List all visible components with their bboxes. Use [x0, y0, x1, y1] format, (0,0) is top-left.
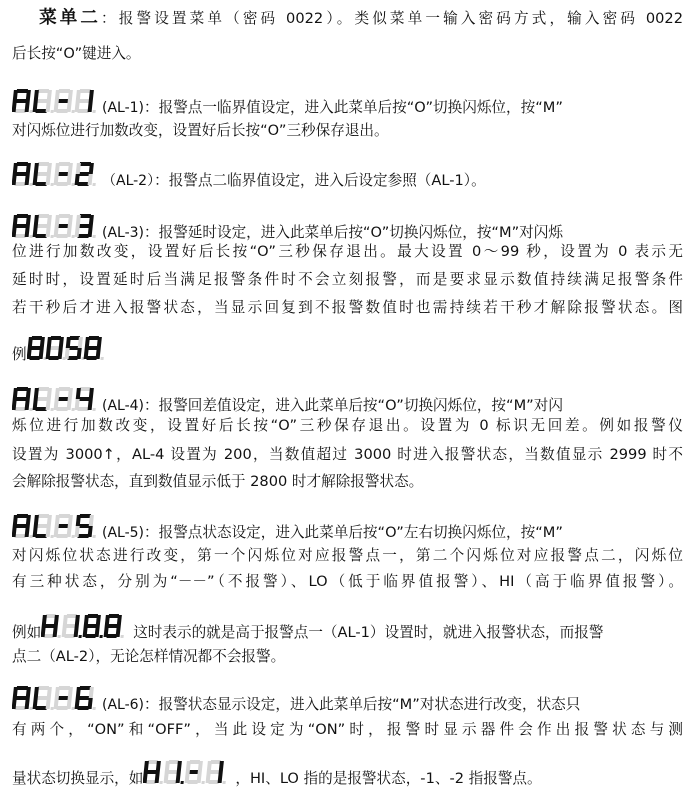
al6-line-2: 有两个，“ON”和“OFF”，当此设定为“ON”时，报警时显示器件会作出报警状态与测: [12, 721, 683, 738]
segment-a: [38, 162, 49, 166]
seg-display-al6-example: [143, 758, 233, 786]
seg-display-al1: [12, 87, 100, 115]
decimal-point: [29, 183, 32, 186]
segment-d: [56, 182, 67, 186]
segment-a: [38, 686, 49, 690]
segment-d: [48, 356, 58, 360]
digit-1: [32, 162, 56, 186]
digit-0: [12, 89, 35, 113]
decimal-point: [92, 183, 95, 186]
segment-a: [80, 89, 91, 93]
segment-g: [58, 397, 69, 401]
segment-a: [59, 387, 70, 391]
segment-d: [77, 109, 88, 113]
segment-a: [69, 336, 79, 340]
segment-g: [37, 172, 48, 176]
segment-a: [148, 760, 158, 764]
al2-text-1: ：报警点二临界值设定，进入后设定参照（AL-1）。: [154, 172, 486, 189]
digit-1: [32, 89, 56, 113]
digit-2: [53, 89, 77, 113]
segment-d: [77, 182, 88, 186]
segment-d: [35, 234, 46, 238]
al3-code: (AL-3): [102, 225, 145, 241]
digit-0: [12, 162, 35, 186]
al5-display: [12, 512, 100, 540]
seg-display-al5-example: [41, 612, 131, 640]
segment-a: [211, 760, 221, 764]
segment-d: [107, 634, 117, 638]
decimal-point: [50, 183, 53, 186]
decimal-point: [29, 535, 32, 538]
digit-2: [53, 514, 77, 538]
segment-d: [86, 356, 96, 360]
segment-g: [45, 624, 55, 628]
decimal-point: [71, 408, 74, 411]
decimal-point: [58, 635, 61, 638]
segment-d: [56, 534, 67, 538]
segment-d: [14, 109, 25, 113]
al6-line-1: [12, 684, 581, 713]
segment-d: [35, 407, 46, 411]
al4-line-1: [12, 385, 563, 414]
segment-g: [66, 624, 76, 628]
seg-display-al2: [12, 160, 100, 188]
al1-text-1: ：报警点一临界值设定，进入此菜单后按“O”切换闪烁位，按“M”: [144, 99, 563, 116]
segment-g: [37, 696, 48, 700]
segment-g: [37, 224, 48, 228]
al5-example-display: [41, 612, 131, 640]
segment-g: [16, 224, 27, 228]
decimal-point: [50, 408, 53, 411]
decimal-point: [92, 408, 95, 411]
segment-a: [38, 89, 49, 93]
segment-d: [77, 407, 88, 411]
seg-display-al4: [12, 385, 100, 413]
segment-a: [67, 614, 77, 618]
al1-code: (AL-1): [102, 100, 145, 116]
decimal-point: [121, 635, 124, 638]
decimal-point: [202, 781, 205, 784]
decimal-point: [79, 635, 82, 638]
decimal-point: [181, 781, 184, 784]
digit-2: [64, 336, 87, 360]
segment-d: [29, 356, 39, 360]
menu-title: 菜单二: [36, 8, 102, 28]
segment-a: [17, 686, 28, 690]
segment-a: [38, 387, 49, 391]
al6-example-display: [143, 758, 233, 786]
segment-g: [79, 397, 90, 401]
digit-1: [32, 514, 56, 538]
segment-a: [80, 162, 91, 166]
segment-a: [17, 387, 28, 391]
segment-a: [17, 214, 28, 218]
digit-2: [83, 614, 106, 638]
segment-d: [188, 780, 198, 784]
digit-3: [74, 214, 98, 238]
decimal-point: [50, 535, 53, 538]
segment-a: [38, 214, 49, 218]
seg-display-al6: [12, 684, 100, 712]
segment-d: [56, 407, 67, 411]
al3-line-1: [12, 212, 563, 241]
segment-d: [77, 534, 88, 538]
digit-2: [53, 162, 77, 186]
al5-line-4: [12, 612, 604, 641]
segment-d: [14, 534, 25, 538]
al5-line-1: [12, 512, 563, 541]
segment-g: [79, 524, 90, 528]
segment-a: [59, 214, 70, 218]
digit-2: [53, 686, 77, 710]
segment-g: [58, 99, 69, 103]
decimal-point: [71, 110, 74, 113]
digit-3: [74, 89, 98, 113]
segment-g: [37, 524, 48, 528]
segment-d: [209, 780, 219, 784]
decimal-point: [29, 235, 32, 238]
segment-g: [16, 172, 27, 176]
al3-example-display: [27, 334, 109, 362]
decimal-point: [100, 635, 103, 638]
decimal-point: [29, 110, 32, 113]
digit-1: [164, 760, 187, 784]
al3-display: [12, 212, 100, 240]
al3-line-4: 若干秒后才进入报警状态，当显示回复到不报警数值时也需持续若干秒才解除报警状态。图: [12, 299, 683, 316]
decimal-point: [160, 781, 163, 784]
segment-d: [56, 706, 67, 710]
segment-d: [56, 234, 67, 238]
digit-1: [45, 336, 68, 360]
al3-text-1: ：报警延时设定，进入此菜单后按“O”切换闪烁位，按“M”对闪烁: [144, 224, 563, 241]
segment-a: [50, 336, 60, 340]
al1-display: [12, 87, 100, 115]
segment-a: [109, 614, 119, 618]
segment-a: [59, 89, 70, 93]
digit-3: [74, 387, 98, 411]
segment-g: [16, 524, 27, 528]
segment-d: [14, 706, 25, 710]
digit-0: [12, 686, 35, 710]
seg-display-al3-example: [27, 334, 109, 362]
digit-0: [12, 387, 35, 411]
segment-d: [77, 706, 88, 710]
al5-code: (AL-5): [102, 525, 145, 541]
segment-g: [79, 99, 90, 103]
digit-0: [41, 614, 63, 638]
al5-text-1: ：报警点状态设定，进入此菜单后按“O”左右切换闪烁位，按“M”: [144, 524, 563, 541]
al4-code: (AL-4): [102, 398, 145, 414]
segment-a: [59, 162, 70, 166]
al3-line-5: [12, 334, 111, 363]
digit-3: [74, 514, 98, 538]
al2-line-1: [12, 160, 486, 189]
al5-text-4: 这时表示的就是高于报警点一（AL-1）设置时，就进入报警状态，而报警: [133, 624, 604, 641]
segment-d: [65, 634, 75, 638]
segment-g: [87, 624, 97, 628]
digit-3: [206, 760, 229, 784]
segment-g: [37, 397, 48, 401]
segment-d: [35, 109, 46, 113]
al5-line-3: 有三种状态，分别为“－－”（不报警）、LO（低于临界值报警）、HI（高于临界值报警）。: [12, 573, 683, 590]
al4-text-1: ：报警回差值设定，进入此菜单后按“O”切换闪烁位，按“M”对闪: [144, 397, 563, 414]
intro-line-2: 后长按“O”键进入。: [12, 45, 141, 62]
segment-g: [58, 224, 69, 228]
decimal-point: [100, 357, 103, 360]
segment-g: [79, 224, 90, 228]
segment-g: [49, 346, 59, 350]
digit-0: [27, 336, 49, 360]
al4-line-2: 烁位进行加数改变，设置好后长按“O”三秒保存退出。设置为 0 标识无回差。例如报警仪: [12, 417, 683, 434]
segment-a: [31, 336, 41, 340]
al5-line-2: 对闪烁位状态进行改变，第一个闪烁位对应报警点一，第二个闪烁位对应报警点二，闪烁位: [12, 547, 683, 564]
decimal-point: [92, 110, 95, 113]
segment-g: [16, 99, 27, 103]
decimal-point: [50, 707, 53, 710]
digit-0: [12, 514, 35, 538]
segment-d: [35, 706, 46, 710]
segment-a: [169, 760, 179, 764]
segment-d: [14, 182, 25, 186]
al6-text-1: ：报警状态显示设定，进入此菜单后按“M”对状态进行改变，状态只: [144, 696, 581, 713]
segment-g: [16, 397, 27, 401]
segment-d: [56, 109, 67, 113]
segment-g: [37, 99, 48, 103]
digit-1: [32, 214, 56, 238]
segment-g: [210, 770, 220, 774]
al5-example-label: 例如: [12, 624, 42, 641]
digit-3: [74, 686, 98, 710]
digit-2: [53, 214, 77, 238]
segment-g: [30, 346, 40, 350]
digit-0: [143, 760, 165, 784]
segment-a: [80, 387, 91, 391]
decimal-point: [29, 707, 32, 710]
digit-0: [12, 214, 35, 238]
segment-g: [58, 524, 69, 528]
segment-a: [17, 89, 28, 93]
decimal-point: [92, 707, 95, 710]
decimal-point: [92, 535, 95, 538]
segment-a: [17, 162, 28, 166]
al6-code: (AL-6): [102, 697, 145, 713]
decimal-point: [223, 781, 226, 784]
segment-d: [14, 234, 25, 238]
al3-line-3: 延时时，设置延时后当满足报警条件时不会立刻报警，而是要求显示数值持续满足报警条件: [12, 271, 683, 288]
decimal-point: [71, 183, 74, 186]
al2-display: [12, 160, 100, 188]
segment-d: [44, 634, 54, 638]
al6-display: [12, 684, 100, 712]
segment-a: [38, 514, 49, 518]
segment-d: [146, 780, 156, 784]
segment-a: [80, 514, 91, 518]
segment-d: [77, 234, 88, 238]
seg-display-al5: [12, 512, 100, 540]
segment-g: [16, 696, 27, 700]
segment-a: [80, 214, 91, 218]
digit-2: [185, 760, 208, 784]
decimal-point: [50, 235, 53, 238]
segment-d: [35, 182, 46, 186]
segment-g: [68, 346, 78, 350]
segment-g: [189, 770, 199, 774]
segment-a: [17, 514, 28, 518]
segment-g: [79, 696, 90, 700]
digit-3: [104, 614, 127, 638]
decimal-point: [71, 707, 74, 710]
segment-a: [59, 686, 70, 690]
segment-a: [59, 514, 70, 518]
decimal-point: [50, 110, 53, 113]
al4-display: [12, 385, 100, 413]
digit-3: [74, 162, 98, 186]
al1-line-1: [12, 87, 563, 116]
al4-line-4: 会解除报警状态，直到数值显示低于 2800 时才解除报警状态。: [12, 473, 424, 490]
al1-line-2: 对闪烁位进行加数改变，设置好后长按“O”三秒保存退出。: [12, 122, 389, 139]
digit-1: [32, 387, 56, 411]
segment-g: [87, 346, 97, 350]
segment-d: [86, 634, 96, 638]
decimal-point: [71, 535, 74, 538]
digit-3: [83, 336, 106, 360]
al2-code: （AL-2）: [102, 173, 155, 189]
intro-line-1: [12, 6, 683, 30]
decimal-point: [29, 408, 32, 411]
segment-g: [58, 696, 69, 700]
digit-1: [62, 614, 85, 638]
digit-2: [53, 387, 77, 411]
segment-a: [88, 336, 98, 340]
segment-g: [79, 172, 90, 176]
segment-d: [35, 534, 46, 538]
segment-g: [58, 172, 69, 176]
al6-line-3: [12, 758, 542, 787]
seg-display-al3: [12, 212, 100, 240]
segment-d: [67, 356, 77, 360]
al5-line-5: 点二（AL-2），无论怎样情况都不会报警。: [12, 648, 286, 665]
segment-g: [168, 770, 178, 774]
al6-example-label: 量状态切换显示，如: [12, 770, 144, 787]
intro-text: ：报警设置菜单（密码 0022）。类似菜单一输入密码方式，输入密码 0022: [101, 10, 683, 27]
al4-line-3: 设置为 3000↑，AL-4 设置为 200，当数值超过 3000 时进入报警状态，当数值显示 2999 时不: [12, 446, 683, 463]
segment-d: [167, 780, 177, 784]
al3-example-label: 例: [12, 346, 27, 363]
decimal-point: [71, 235, 74, 238]
segment-a: [80, 686, 91, 690]
decimal-point: [92, 235, 95, 238]
segment-g: [147, 770, 157, 774]
segment-a: [46, 614, 56, 618]
segment-a: [88, 614, 98, 618]
segment-d: [14, 407, 25, 411]
digit-1: [32, 686, 56, 710]
al3-line-2: 位进行加数改变，设置好后长按“O”三秒保存退出。最大设置 0～99 秒，设置为 0 表示无: [12, 243, 683, 260]
segment-a: [190, 760, 200, 764]
segment-g: [108, 624, 118, 628]
al6-text-3: ，HI、LO 指的是报警状态，-1、-2 指报警点。: [235, 770, 542, 787]
